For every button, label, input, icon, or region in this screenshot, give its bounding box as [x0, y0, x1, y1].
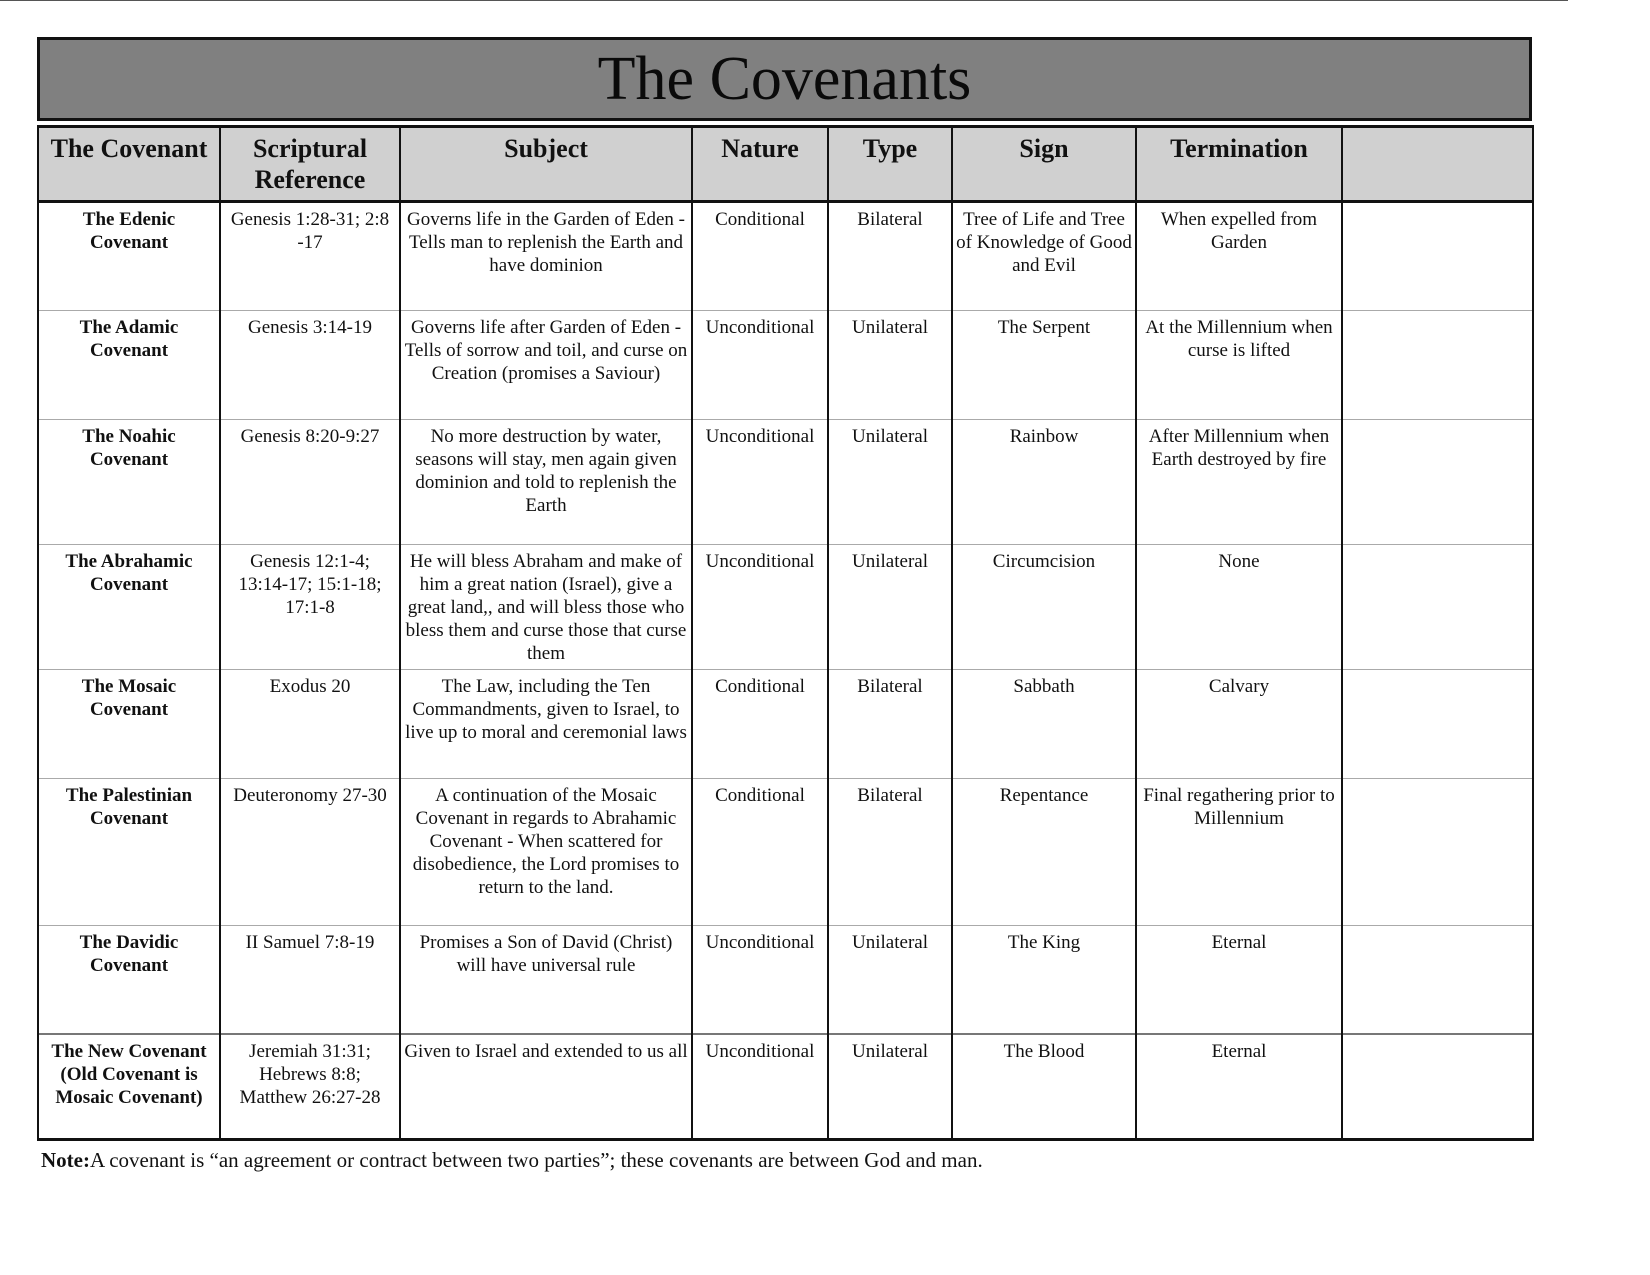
- termination-cell: Eternal: [1136, 926, 1342, 1034]
- header-covenant: The Covenant: [38, 127, 220, 202]
- header-subject: Subject: [400, 127, 692, 202]
- nature-cell: Unconditional: [692, 1034, 828, 1140]
- covenant-name: The Davidic Covenant: [38, 926, 220, 1034]
- covenant-name: The Noahic Covenant: [38, 420, 220, 545]
- page-title: The Covenants: [597, 45, 972, 113]
- nature-cell: Conditional: [692, 779, 828, 926]
- subject-cell: A continuation of the Mosaic Covenant in regards to Abrahamic Covenant - When scattered for disobedience, the Lord promises to return to the land.: [400, 779, 692, 926]
- sign-cell: The Serpent: [952, 311, 1136, 420]
- termination-cell: Eternal: [1136, 1034, 1342, 1140]
- reference-cell: II Samuel 7:8-19: [220, 926, 400, 1034]
- sign-cell: The King: [952, 926, 1136, 1034]
- type-cell: Unilateral: [828, 545, 952, 670]
- title-banner: [37, 37, 1532, 121]
- blank-cell: [1342, 1034, 1533, 1140]
- blank-cell: [1342, 670, 1533, 779]
- reference-cell: Jeremiah 31:31; Hebrews 8:8; Matthew 26:27-28: [220, 1034, 400, 1140]
- table-row: [38, 420, 1533, 545]
- subject-cell: The Law, including the Ten Commandments, given to Israel, to live up to moral and ceremonial laws: [400, 670, 692, 779]
- table-row: [38, 926, 1533, 1034]
- type-cell: Bilateral: [828, 670, 952, 779]
- note-text: A covenant is “an agreement or contract between two parties”; these covenants are between God and man.: [89, 1148, 983, 1172]
- reference-cell: Genesis 8:20-9:27: [220, 420, 400, 545]
- covenant-name: The Mosaic Covenant: [38, 670, 220, 779]
- covenant-name: The Palestinian Covenant: [38, 779, 220, 926]
- subject-cell: He will bless Abraham and make of him a great nation (Israel), give a great land,, and will bless those who bless them and curse those that curse them: [400, 545, 692, 670]
- termination-cell: None: [1136, 545, 1342, 670]
- reference-cell: Exodus 20: [220, 670, 400, 779]
- blank-cell: [1342, 311, 1533, 420]
- type-cell: Bilateral: [828, 779, 952, 926]
- reference-cell: Deuteronomy 27-30: [220, 779, 400, 926]
- covenant-name: The Edenic Covenant: [38, 202, 220, 311]
- table-row: [38, 311, 1533, 420]
- covenant-name: The New Covenant (Old Covenant is Mosaic Covenant): [38, 1034, 220, 1140]
- header-type: Type: [828, 127, 952, 202]
- blank-cell: [1342, 545, 1533, 670]
- sign-cell: The Blood: [952, 1034, 1136, 1140]
- table-row: [38, 202, 1533, 311]
- sign-cell: Sabbath: [952, 670, 1136, 779]
- note-label: Note:: [41, 1148, 90, 1172]
- nature-cell: Conditional: [692, 202, 828, 311]
- blank-cell: [1342, 202, 1533, 311]
- sign-cell: Repentance: [952, 779, 1136, 926]
- subject-cell: Governs life after Garden of Eden - Tells of sorrow and toil, and curse on Creation (promises a Saviour): [400, 311, 692, 420]
- subject-cell: Given to Israel and extended to us all: [400, 1034, 692, 1140]
- header-reference: Scriptural Reference: [220, 127, 400, 202]
- table-row: [38, 779, 1533, 926]
- nature-cell: Unconditional: [692, 926, 828, 1034]
- nature-cell: Unconditional: [692, 420, 828, 545]
- nature-cell: Conditional: [692, 670, 828, 779]
- sign-cell: Circumcision: [952, 545, 1136, 670]
- termination-cell: After Millennium when Earth destroyed by fire: [1136, 420, 1342, 545]
- table-row: [38, 1034, 1533, 1140]
- type-cell: Unilateral: [828, 311, 952, 420]
- termination-cell: Calvary: [1136, 670, 1342, 779]
- sign-cell: Tree of Life and Tree of Knowledge of Good and Evil: [952, 202, 1136, 311]
- nature-cell: Unconditional: [692, 311, 828, 420]
- termination-cell: Final regathering prior to Millennium: [1136, 779, 1342, 926]
- table-row: [38, 545, 1533, 670]
- footnote: [41, 1148, 983, 1173]
- subject-cell: No more destruction by water, seasons will stay, men again given dominion and told to replenish the Earth: [400, 420, 692, 545]
- type-cell: Bilateral: [828, 202, 952, 311]
- termination-cell: When expelled from Garden: [1136, 202, 1342, 311]
- reference-cell: Genesis 3:14-19: [220, 311, 400, 420]
- header-nature: Nature: [692, 127, 828, 202]
- reference-cell: Genesis 1:28-31; 2:8 -17: [220, 202, 400, 311]
- type-cell: Unilateral: [828, 1034, 952, 1140]
- sign-cell: Rainbow: [952, 420, 1136, 545]
- blank-cell: [1342, 926, 1533, 1034]
- blank-cell: [1342, 779, 1533, 926]
- type-cell: Unilateral: [828, 926, 952, 1034]
- subject-cell: Promises a Son of David (Christ) will have universal rule: [400, 926, 692, 1034]
- covenant-name: The Adamic Covenant: [38, 311, 220, 420]
- termination-cell: At the Millennium when curse is lifted: [1136, 311, 1342, 420]
- blank-cell: [1342, 420, 1533, 545]
- header-sign: Sign: [952, 127, 1136, 202]
- top-rule: [0, 0, 1568, 1]
- subject-cell: Governs life in the Garden of Eden - Tells man to replenish the Earth and have dominion: [400, 202, 692, 311]
- covenants-table: [37, 125, 1534, 1141]
- reference-cell: Genesis 12:1-4; 13:14-17; 15:1-18; 17:1-8: [220, 545, 400, 670]
- covenant-name: The Abrahamic Covenant: [38, 545, 220, 670]
- header-row: [38, 127, 1533, 202]
- table-row: [38, 670, 1533, 779]
- header-blank: [1342, 127, 1533, 202]
- nature-cell: Unconditional: [692, 545, 828, 670]
- type-cell: Unilateral: [828, 420, 952, 545]
- header-termination: Termination: [1136, 127, 1342, 202]
